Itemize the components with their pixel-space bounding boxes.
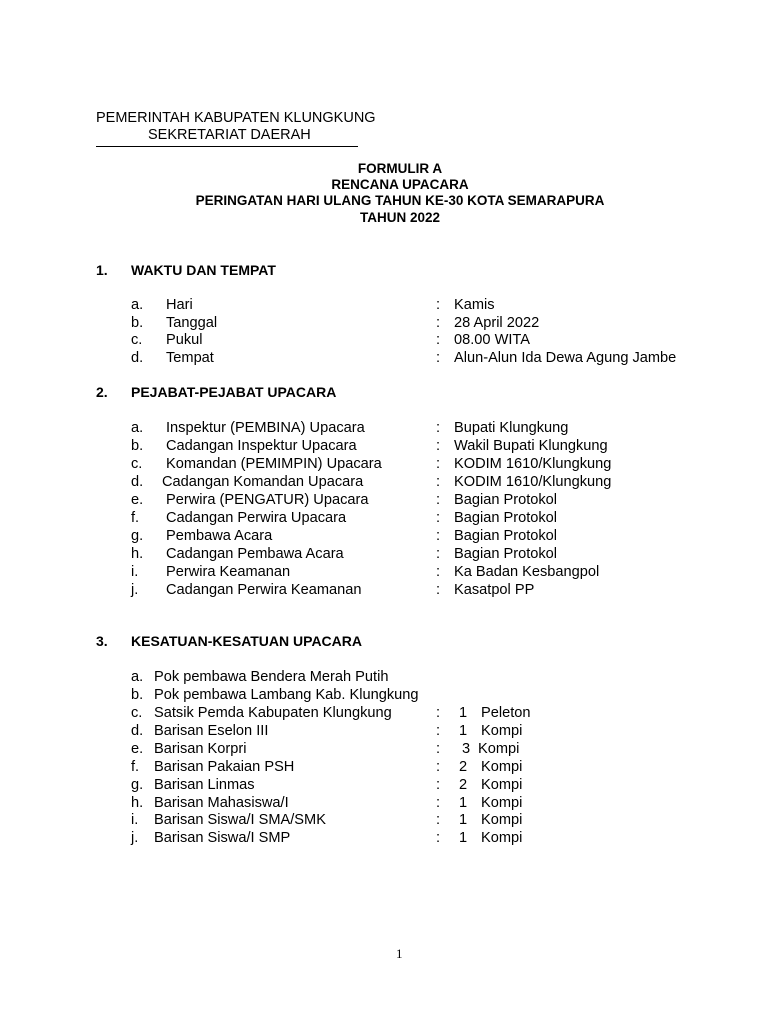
item-letter: j.: [131, 582, 139, 598]
item-label: Barisan Linmas: [154, 777, 255, 793]
section-title: WAKTU DAN TEMPAT: [131, 262, 276, 278]
item-label: Komandan (PEMIMPIN) Upacara: [166, 456, 382, 472]
item-letter: c.: [131, 332, 143, 348]
item-letter: d.: [131, 723, 144, 739]
list-item: [0, 315, 768, 333]
item-label: Cadangan Perwira Keamanan: [166, 582, 362, 598]
item-quantity: 3: [462, 741, 471, 757]
item-value: Alun-Alun Ida Dewa Agung Jambe: [454, 350, 677, 366]
item-separator: :: [436, 332, 441, 348]
list-item: [0, 297, 768, 315]
item-separator: :: [436, 777, 441, 793]
item-letter: a.: [131, 297, 144, 313]
section-number: 1.: [96, 262, 108, 278]
list-item: [0, 741, 768, 759]
item-label: Perwira (PENGATUR) Upacara: [166, 492, 369, 508]
item-letter: h.: [131, 546, 144, 562]
item-value: Bagian Protokol: [454, 528, 558, 544]
section-number: 2.: [96, 384, 108, 400]
year-title: TAHUN 2022: [359, 210, 441, 225]
item-label: Barisan Eselon III: [154, 723, 269, 739]
list-item: [0, 510, 768, 528]
item-quantity: 1: [459, 705, 468, 721]
item-separator: :: [436, 564, 441, 580]
item-value: 28 April 2022: [454, 315, 540, 331]
item-label: Barisan Mahasiswa/I: [154, 795, 289, 811]
page-number: 1: [396, 946, 403, 961]
item-value: Kamis: [454, 297, 495, 313]
list-item: [0, 812, 768, 830]
list-item: [0, 705, 768, 723]
item-letter: d.: [131, 474, 144, 490]
item-value: 08.00 WITA: [454, 332, 530, 348]
event-title: PERINGATAN HARI ULANG TAHUN KE-30 KOTA SEMARAPURA: [195, 193, 605, 208]
item-letter: c.: [131, 705, 143, 721]
item-letter: g.: [131, 528, 144, 544]
item-unit: Kompi: [481, 812, 523, 828]
item-letter: a.: [131, 669, 144, 685]
item-separator: :: [436, 510, 441, 526]
item-label: Inspektur (PEMBINA) Upacara: [166, 420, 365, 436]
item-value: KODIM 1610/Klungkung: [454, 474, 612, 490]
item-quantity: 1: [459, 795, 468, 811]
item-value: Bagian Protokol: [454, 546, 558, 562]
item-letter: a.: [131, 420, 144, 436]
item-quantity: 1: [459, 723, 468, 739]
item-separator: :: [436, 492, 441, 508]
item-separator: :: [436, 438, 441, 454]
item-letter: i.: [131, 564, 139, 580]
item-label: Pembawa Acara: [166, 528, 273, 544]
item-separator: :: [436, 582, 441, 598]
item-letter: g.: [131, 777, 144, 793]
item-unit: Kompi: [481, 759, 523, 775]
list-item: [0, 492, 768, 510]
item-label: Tempat: [166, 350, 214, 366]
list-item: [0, 332, 768, 350]
list-item: [0, 438, 768, 456]
item-value: Bupati Klungkung: [454, 420, 569, 436]
item-label: Pok pembawa Lambang Kab. Klungkung: [154, 687, 419, 703]
section-number: 3.: [96, 633, 108, 649]
item-letter: j.: [131, 830, 139, 846]
item-unit: Kompi: [481, 795, 523, 811]
item-letter: f.: [131, 510, 140, 526]
item-letter: i.: [131, 812, 139, 828]
item-value: Bagian Protokol: [454, 492, 558, 508]
item-letter: d.: [131, 350, 144, 366]
item-quantity: 2: [459, 777, 468, 793]
header-government: PEMERINTAH KABUPATEN KLUNGKUNG: [96, 110, 376, 126]
item-label: Tanggal: [166, 315, 218, 331]
item-separator: :: [436, 528, 441, 544]
list-item: [0, 795, 768, 813]
list-item: [0, 546, 768, 564]
item-value: Kasatpol PP: [454, 582, 535, 598]
item-value: Bagian Protokol: [454, 510, 558, 526]
item-letter: h.: [131, 795, 144, 811]
list-item: [0, 350, 768, 368]
list-item: [0, 830, 768, 848]
item-separator: :: [436, 812, 441, 828]
item-separator: :: [436, 420, 441, 436]
item-unit: Kompi: [481, 830, 523, 846]
list-item: [0, 474, 768, 492]
item-label: Cadangan Perwira Upacara: [166, 510, 347, 526]
item-unit: Kompi: [478, 741, 520, 757]
item-label: Perwira Keamanan: [166, 564, 291, 580]
item-letter: c.: [131, 456, 143, 472]
item-label: Barisan Pakaian PSH: [154, 759, 295, 775]
item-unit: Kompi: [481, 777, 523, 793]
header-underline: [96, 146, 358, 147]
item-letter: b.: [131, 315, 144, 331]
item-label: Pok pembawa Bendera Merah Putih: [154, 669, 389, 685]
item-value: Wakil Bupati Klungkung: [454, 438, 608, 454]
item-separator: :: [436, 795, 441, 811]
list-item: [0, 582, 768, 600]
item-label: Cadangan Inspektur Upacara: [166, 438, 357, 454]
item-separator: :: [436, 315, 441, 331]
item-label: Hari: [166, 297, 193, 313]
list-item: [0, 687, 768, 705]
item-label: Barisan Siswa/I SMP: [154, 830, 291, 846]
item-label: Satsik Pemda Kabupaten Klungkung: [154, 705, 392, 721]
item-value: Ka Badan Kesbangpol: [454, 564, 600, 580]
item-unit: Peleton: [481, 705, 531, 721]
item-separator: :: [436, 705, 441, 721]
item-quantity: 1: [459, 830, 468, 846]
item-separator: :: [436, 474, 441, 490]
item-separator: :: [436, 456, 441, 472]
form-title: FORMULIR A: [357, 161, 443, 176]
header-secretariat: SEKRETARIAT DAERAH: [148, 127, 311, 143]
item-quantity: 2: [459, 759, 468, 775]
item-letter: e.: [131, 492, 144, 508]
list-item: [0, 777, 768, 795]
list-item: [0, 723, 768, 741]
item-separator: :: [436, 350, 441, 366]
item-label: Cadangan Pembawa Acara: [166, 546, 344, 562]
item-separator: :: [436, 741, 441, 757]
item-value: KODIM 1610/Klungkung: [454, 456, 612, 472]
list-item: [0, 669, 768, 687]
item-separator: :: [436, 297, 441, 313]
item-letter: e.: [131, 741, 144, 757]
item-separator: :: [436, 830, 441, 846]
item-separator: :: [436, 723, 441, 739]
item-letter: f.: [131, 759, 140, 775]
item-label: Cadangan Komandan Upacara: [162, 474, 364, 490]
list-item: [0, 456, 768, 474]
item-letter: b.: [131, 438, 144, 454]
item-label: Barisan Korpri: [154, 741, 247, 757]
item-unit: Kompi: [481, 723, 523, 739]
item-label: Pukul: [166, 332, 203, 348]
item-label: Barisan Siswa/I SMA/SMK: [154, 812, 326, 828]
item-separator: :: [436, 759, 441, 775]
section-title: KESATUAN-KESATUAN UPACARA: [131, 633, 362, 649]
list-item: [0, 564, 768, 582]
list-item: [0, 420, 768, 438]
item-separator: :: [436, 546, 441, 562]
plan-title: RENCANA UPACARA: [331, 177, 469, 192]
list-item: [0, 759, 768, 777]
item-quantity: 1: [459, 812, 468, 828]
item-letter: b.: [131, 687, 144, 703]
list-item: [0, 528, 768, 546]
section-title: PEJABAT-PEJABAT UPACARA: [131, 384, 337, 400]
